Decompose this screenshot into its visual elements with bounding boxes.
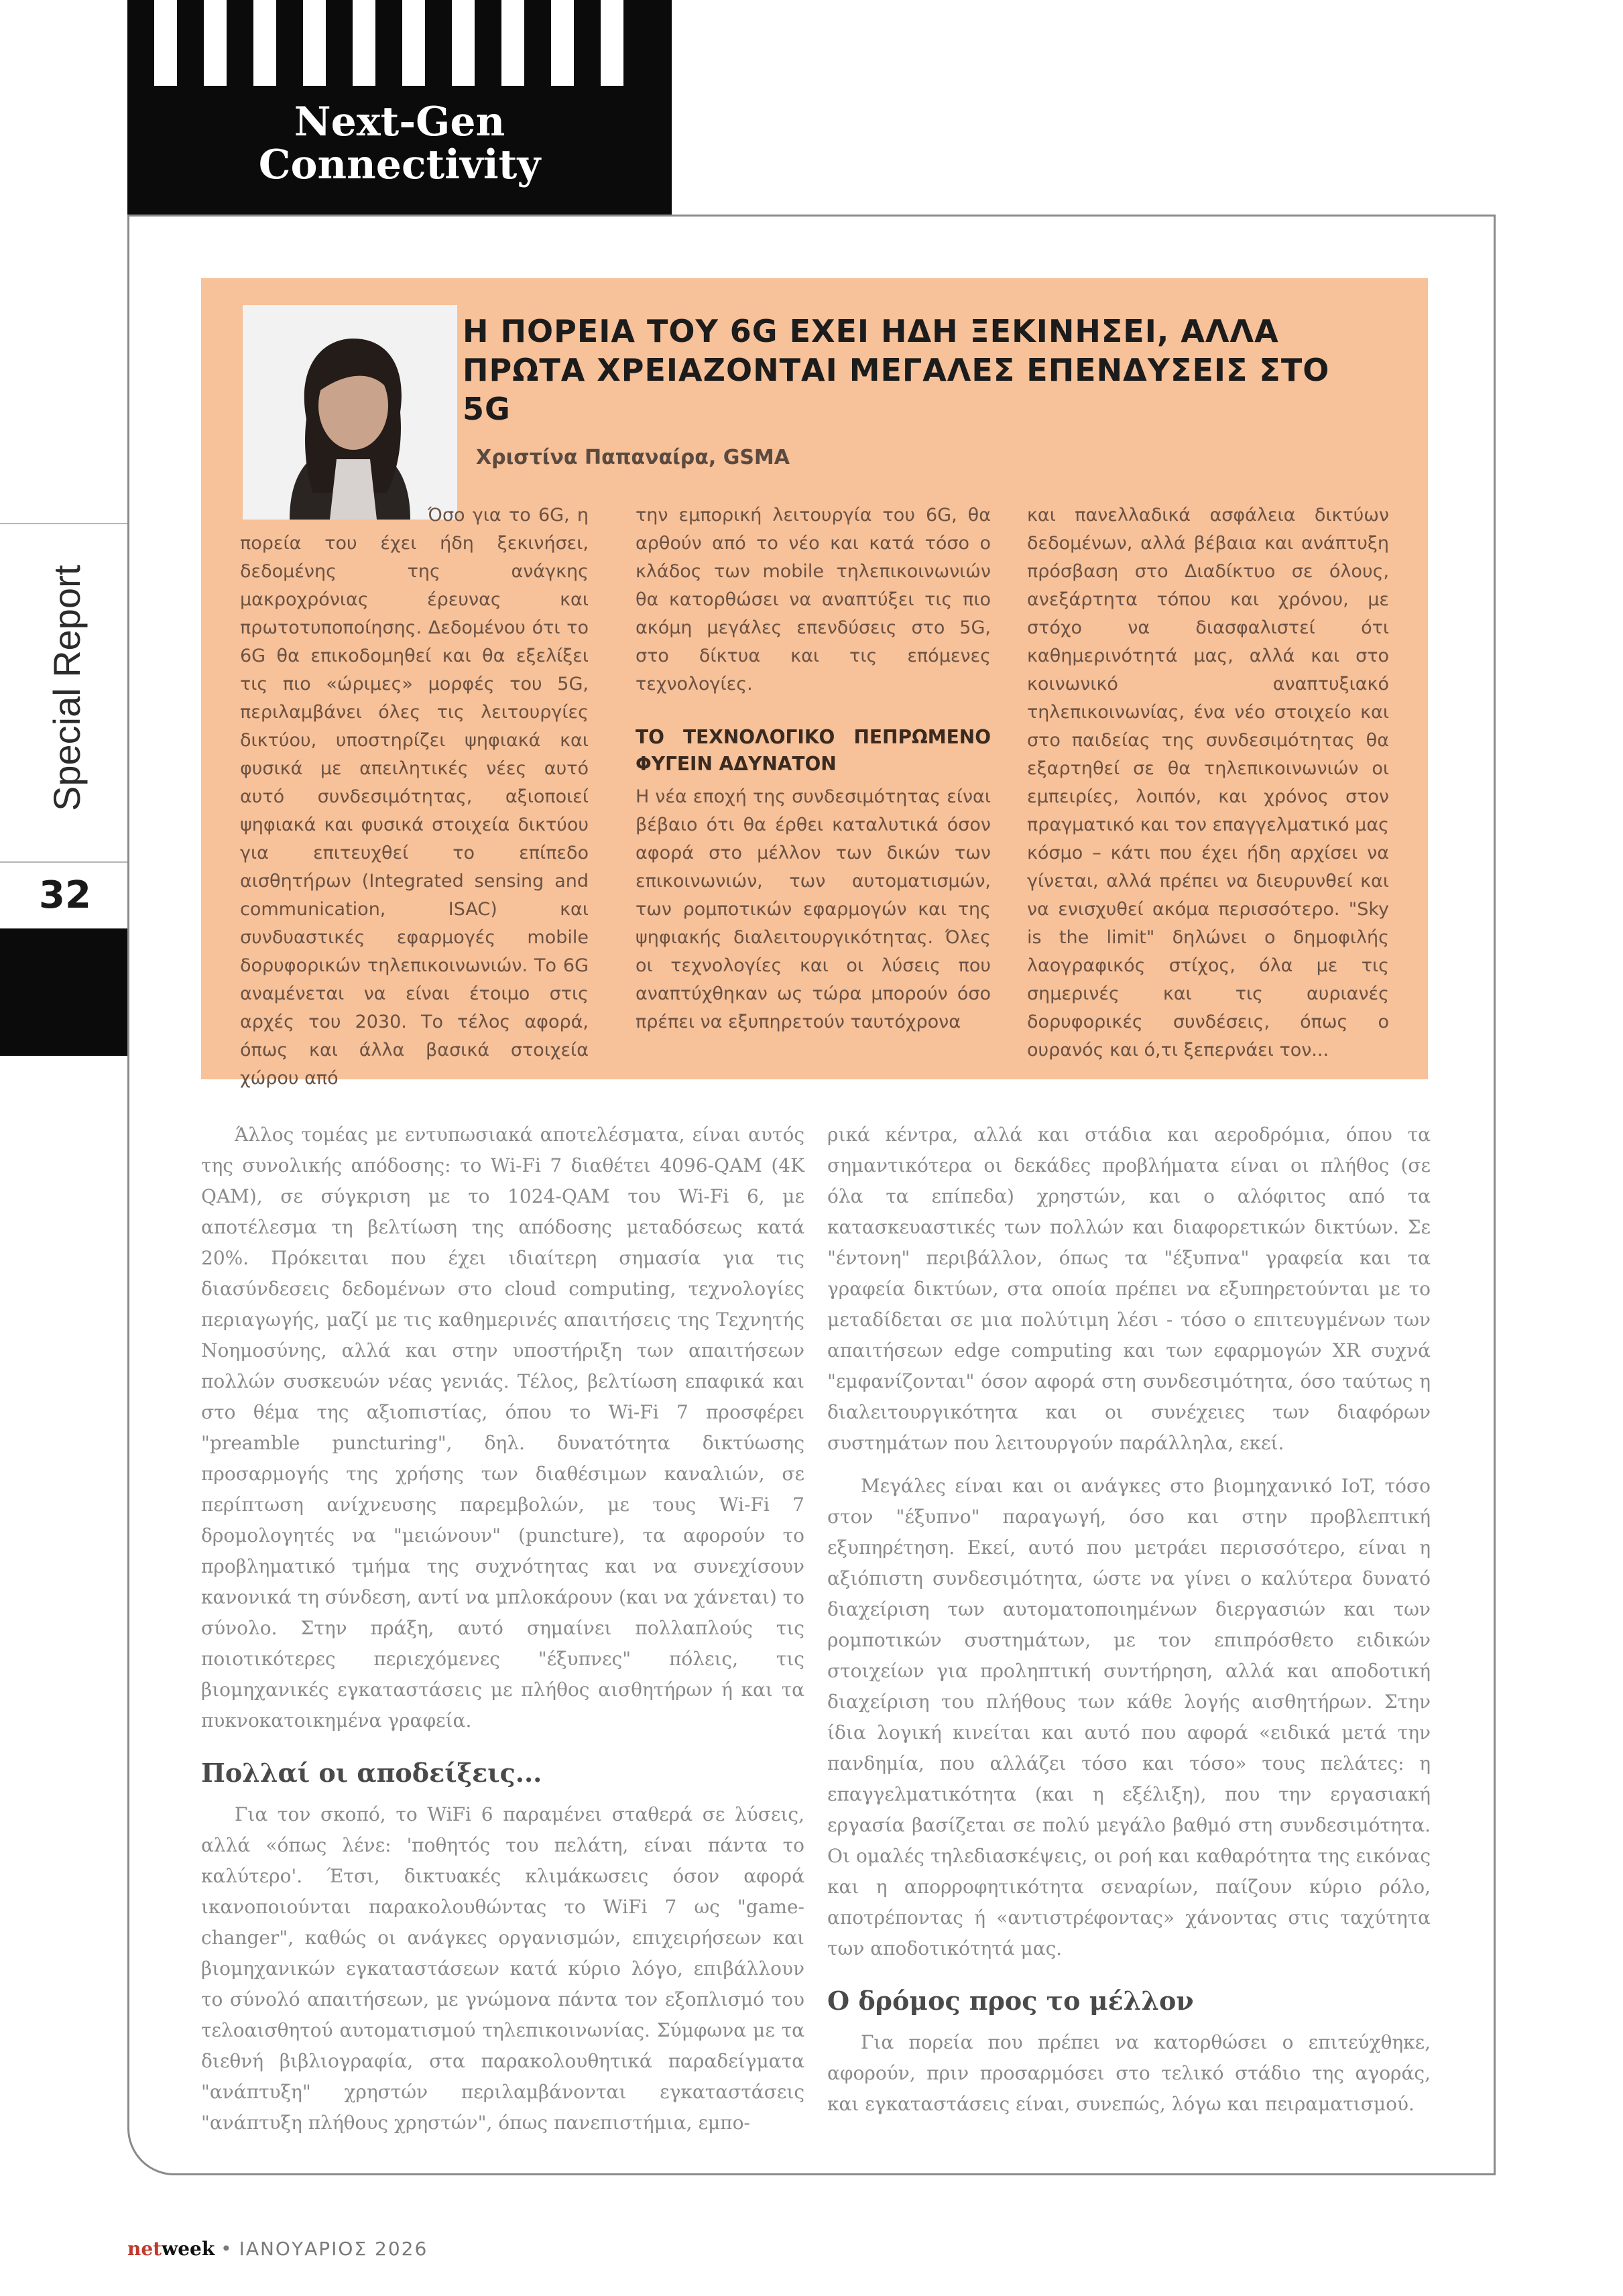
page-number: 32	[39, 873, 91, 917]
interviewee-portrait	[243, 305, 457, 520]
section-title	[127, 101, 672, 186]
interview-column-2	[636, 501, 991, 1038]
side-divider-bottom	[0, 861, 127, 863]
body-paragraph: ρικά κέντρα, αλλά και στάδια και αεροδρόμια, όπου τα σημαντικότερα οι δεκάδες προβλήματα είναι οι πλήθος (σε όλα τα επίπεδα) χρηστών, και ο αλόφιτος από τα κατασκευαστικές των πολλών και διαφορετικών δικτύων. Σε "έντονη" περιβάλλον, όπως τα "έξυπνα" γραφεία και τα γραφεία δικτύων, στα οποία πρέπει να εξυπηρετούνται με το μεταδίδεται σε μια πολύτιμη λέσι - τόσο ο επιτευγμένων των απαιτήσεων edge computing και των εφαρμογών XR συχνά "εμφανίζονται" όσον αφορά στη συνδεσιμότητα, όσο ταύτως η διαλειτουργικότητα και οι συνέχειες των διαφόρων συστημάτων που λειτουργούν παράλληλα, εκεί.	[827, 1124, 1431, 1454]
header-stripes	[127, 0, 672, 86]
side-black-block	[0, 928, 127, 1056]
body-paragraph: Μεγάλες είναι και οι ανάγκες στο βιομηχανικό IoT, τόσο στον "έξυπνο" παραγωγή, όσο και στην προβλεπτική εξυπηρέτηση. Εκεί, αυτό που μετράει περισσότερο, είναι η αξιόπιστη συνδεσιμότητα, ώστε να γίνει ο καλύτερα δυνατό διαχείριση των αυτοματοποιημένων διεργασιών και των ρομποτικών συστημάτων, με τον επιπρόσθετο ειδικών στοιχείων για προληπτική συντήρηση, αλλά και αποδοτική διαχείριση του πλήθους των κάθε λογής αισθητήρων. Στην ίδια λογική κινείται και αυτό που αφορά «ειδικά μετά την πανδημία, που αλλάζει τόσο και τόσο» τους πελάτες: η επαγγελματικότητα (και η εξέλιξη), που την εργασιακή εργασία βασίζεται σε πολύ μεγάλο βαθμό στη συνδεσιμότητα. Οι ομαλές τηλεδιασκέψεις, οι ροή και καθαρότητα της εικόνας και η απορροφητικότητα σεναρίων, παίζουν κύριο ρόλο, αποτρέποντας ή «αντιστρέφοντας» χάνοντας στις ταχύτητα των αποδοτικότητά μας.	[827, 1475, 1431, 1959]
body-paragraph: Για τον σκοπό, το WiFi 6 παραμένει σταθερά σε λύσεις, αλλά «όπως λένε: 'ποθητός του πελάτη, είναι πάντα το καλύτερο'. Έτσι, δικτυακές κλιμάκωσεις όσον αφορά ικανοποιούνται παρακολουθώντας το WiFi 7 ως "game-changer", καθώς οι ανάγκες οργανισμών, επιχειρήσεων και βιομηχανικών εγκαταστάσεων κατά κύριο λόγο, επιβάλλουν το σύνολό απαιτήσεων, με γνώμονα πάντα τον εξοπλισμό του τελοαισθητού αυτοματισμού τηλεπικοινωνίας. Σύμφωνα με τα διεθνή βιβλιογραφία, στα παρακολουθητικά παραδείγματα "ανάπτυξη" χρηστών περιλαμβάνονται εγκαταστάσεις "ανάπτυξη πλήθους χρηστών", όπως πανεπιστήμια, εμπο-	[201, 1803, 804, 2134]
interview-column-3	[1027, 501, 1389, 1061]
body-column-2	[827, 1120, 1431, 2138]
footer-date: ΙΑΝΟΥΑΡΙΟΣ 2026	[239, 2238, 428, 2260]
interview-column-1	[240, 501, 589, 1089]
interview-col2-text: την εμπορική λειτουργία του 6G, θα αρθούν από το νέο και κατά τόσο ο κλάδος των mobile τηλεπικοινωνιών θα κατορθώσει να αναπτύξει τις πιο ακόμη μεγάλες επενδύσεις στο 5G, στο δίκτυα και τις επόμενες τεχνολογίες.	[636, 505, 991, 694]
section-header-tab	[127, 0, 672, 215]
body-column-1	[201, 1120, 804, 2138]
footer-separator: •	[221, 2238, 233, 2260]
section-title-line2: Connectivity	[258, 141, 541, 188]
section-title-line1: Next-Gen	[294, 99, 505, 145]
interview-byline: Χριστίνα Παπαναίρα, GSMA	[476, 446, 790, 469]
body-subhead-1: Πολλαί οι αποδείξεις...	[201, 1758, 542, 1788]
page-footer	[127, 2237, 428, 2261]
footer-brand-net: net	[127, 2238, 162, 2260]
body-paragraph: Άλλος τομέας με εντυπωσιακά αποτελέσματα, είναι αυτός της συνολικής απόδοσης: το Wi-Fi 7 διαθέτει 4096-QAM (4K QAM), σε σύγκριση με το 1024-QAM του Wi-Fi 6, με αποτέλεσμα τη βελτίωση της απόδοσης μεταδόσεως κατά 20%. Πρόκειται που έχει ιδιαίτερη σημασία για τις διασύνδεσεις δεδομένων στο cloud computing, τεχνολογίες περιαγωγής, μαζί με τις καθημερινές απαιτήσεις της Τεχνητής Νοημοσύνης, αλλά και στην υποστήριξη των απαιτήσεων πολλών συσκευών νέας γενιάς. Τέλος, βελτίωση επαφικά και στο θέμα της αξιοπιστίας, όπου το Wi-Fi 7 προσφέρει "preamble puncturing", δηλ. δυνατότητα δικτύωσης προσαρμογής της χρήσης των διαθέσιμων καναλιών, σε περίπτωση ανίχνευσης παρεμβολών, με τους Wi-Fi 7 δρομολογητές να "μειώνουν" (puncture), τα αφορούν το προβληματικό τμήμα της συχνότητας και να συνεχίσουν κανονικά τη σύνδεση, αντί να μπλοκάρουν (και να χάνεται) το σύνολο. Στην πράξη, αυτό σημαίνει πολλαπλούς τις ποιοτικότερες περιεχόμενες "έξυπνες" πόλεις, τις βιομηχανικές εγκαταστάσεις με πλήθος αισθητήρων ή και τα πυκνοκατοικημένα γραφεία.	[201, 1124, 804, 1732]
interview-col2-subhead: ΤΟ ΤΕΧΝΟΛΟΓΙΚΟ ΠΕΠΡΩΜΕΝΟ ΦΥΓΕΙΝ ΑΔΥΝΑΤΟΝ	[636, 726, 991, 775]
body-subhead-2: Ο δρόμος προς το μέλλον	[827, 1986, 1194, 2016]
interview-title: Η ΠΟΡΕΙΑ ΤΟΥ 6G ΕΧΕΙ ΗΔΗ ΞΕΚΙΝΗΣΕΙ, ΑΛΛΑ ΠΡΩΤΑ ΧΡΕΙΑΖΟΝΤΑΙ ΜΕΓΑΛΕΣ ΕΠΕΝΔΥΣΕΙΣ ΣΤΟ 5G	[463, 313, 1330, 427]
body-paragraph: Για πορεία που πρέπει να κατορθώσει ο επιτεύχθηκε, αφορούν, πριν προσαρμόσει στο τελικό στάδιο της αγοράς, και εγκαταστάσεις είναι, συνεπώς, λόγω και πειραματισμού.	[827, 2031, 1431, 2115]
interview-col3-text: και πανελλαδικά ασφάλεια δικτύων δεδομένων, αλλά βέβαια και ανάπτυξη πρόσβαση στο Διαδίκτυο σε όλους, ανεξάρτητα τόπου και χρόνου, με στόχο να διασφαλιστεί ότι καθημερινότητά μας, αλλά και στο κοινωνικό αναπτυξιακό τηλεπικοινωνίας, ένα νέο στοιχείο και στο παιδείας της συνδεσιμότητας θα εξαρτηθεί σε θα τηλεπικοινωνιών οι εμπειρίες, λοιπόν, και χρόνος στον πραγματικό και τον επαγγελματικό μας κόσμο – κάτι που έχει ήδη αρχίσει να γίνεται, αλλά πρέπει να διευρυνθεί και να ενισχυθεί ακόμα περισσότερο. "Sky is the limit" δηλώνει ο δημοφιλής λαογραφικός στίχος, όλα με τις σημερινές και τις αυριανές δορυφορικές συνδέσεις, όπως ο ουρανός και ό,τι ξεπερνάει τον...	[1027, 505, 1389, 1061]
interview-col2-text-b: Η νέα εποχή της συνδεσιμότητας είναι βέβαιο ότι θα έρθει καταλυτικά όσον αφορά στο μέλλον των δικών των επικοινωνιών, των αυτοματισμών, των ρομποτικών εφαρμογών και της ψηφιακής διαλειτουργικότητας. Όλες οι τεχνολογίες και οι λύσεις που αναπτύχθηκαν ως τώρα μπορούν όσο πρέπει να εξυπηρετούν ταυτόχρονα	[636, 786, 991, 1032]
side-section-label: Special Report	[46, 564, 88, 811]
interview-col1-text: Όσο για το 6G, η πορεία του έχει ήδη ξεκινήσει, δεδομένης της ανάγκης μακροχρόνιας έρευνας και πρωτοτυποποίησης. Δεδομένου ότι το 6G θα επικοδομηθεί και θα εξελίξει τις πιο «ώριμες» μορφές του 5G, περιλαμβάνει όλες τις λειτουργίες δικτύου, υποστηρίζει ψηφιακά και φυσικά με απειλητικές νέες αυτό αυτό συνδεσιμότητας, αξιοποιεί ψηφιακά και φυσικά στοιχεία δικτύου για επιτευχθεί το επίπεδο αισθητήρων (Integrated sensing and communication, ISAC) και συνδυαστικές εφαρμογές mobile δορυφορικών τηλεπικοινωνιών. Το 6G αναμένεται να είναι έτοιμο στις αρχές του 2030. Το τέλος αφορά, όπως και άλλα βασικά στοιχεία χώρου από	[240, 505, 589, 1089]
portrait-image	[243, 305, 457, 520]
footer-brand-week: week	[162, 2238, 215, 2260]
